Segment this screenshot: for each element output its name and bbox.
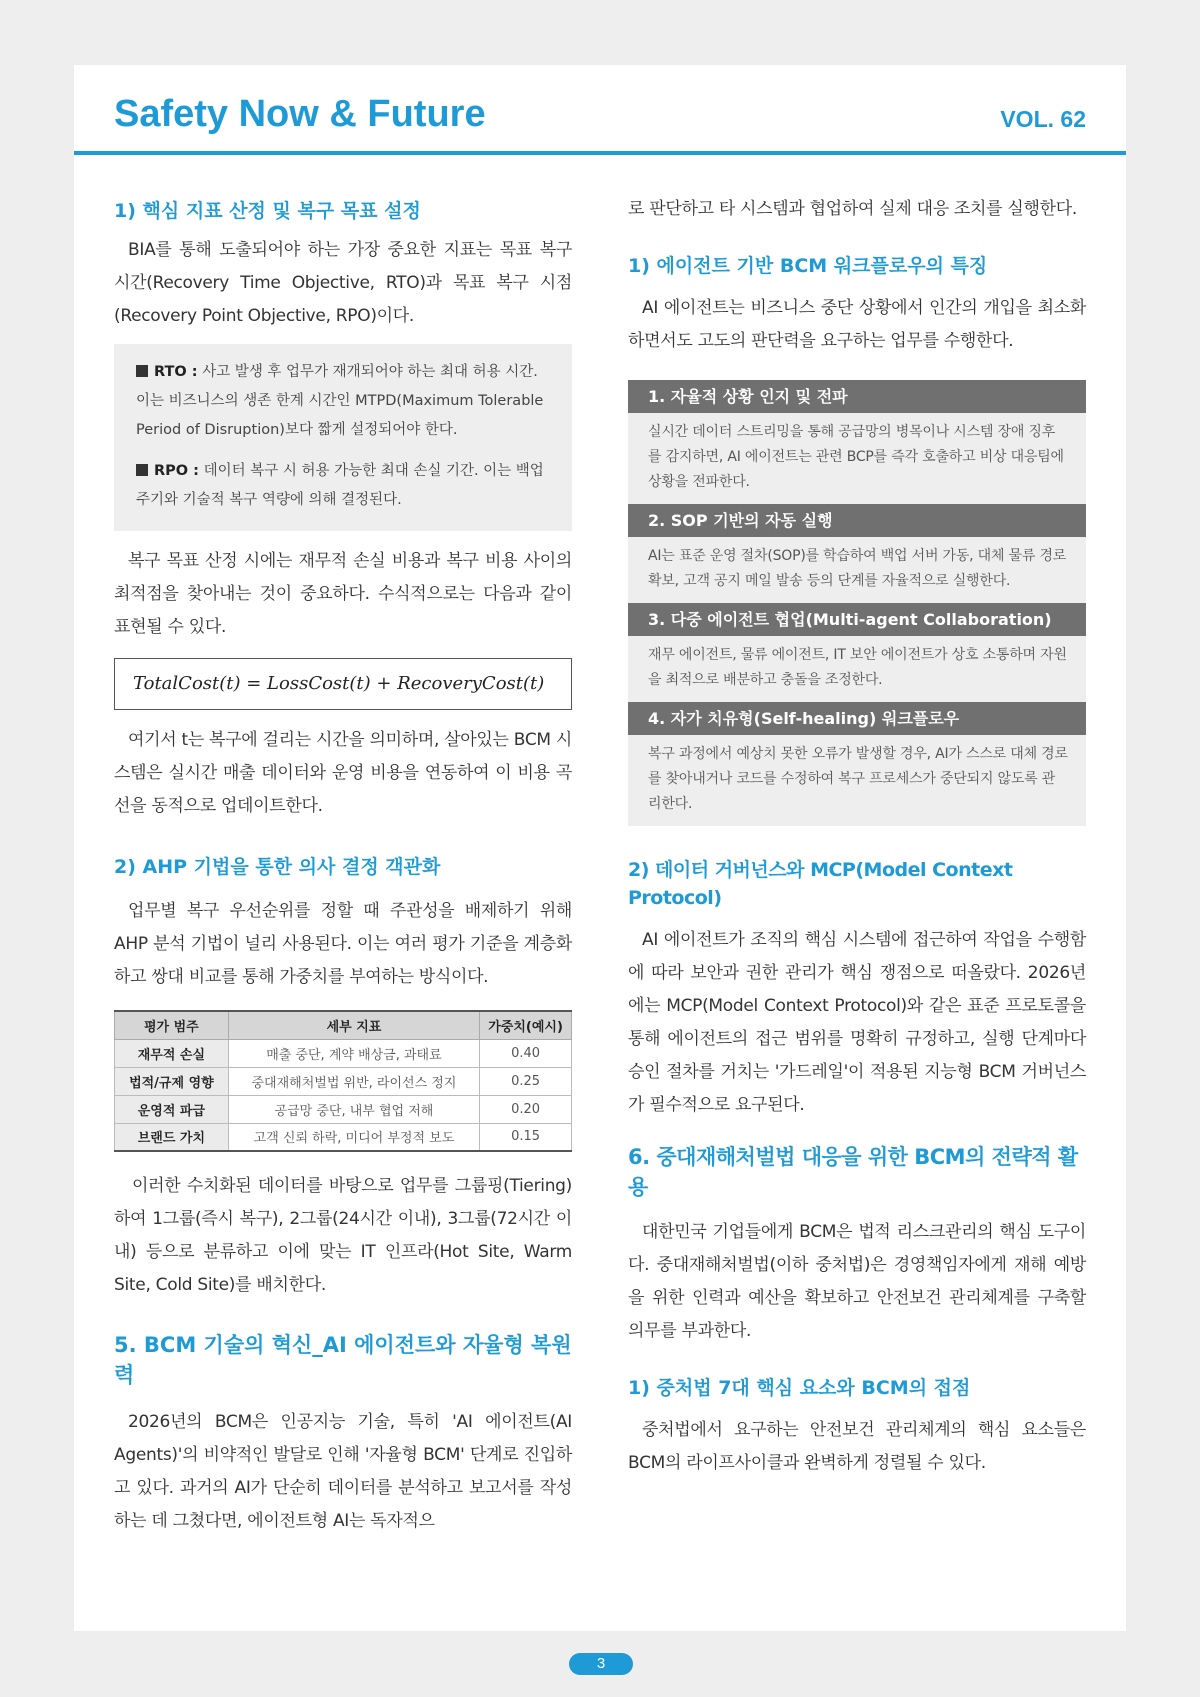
subsection-3-heading: 1) 중처법 7대 핵심 요소와 BCM의 접점 <box>628 1377 971 1399</box>
subsection-1-paragraph: AI 에이전트는 비즈니스 중단 상황에서 인간의 개입을 최소화하면서도 고도의 판단력을 요구하는 업무를 수행한다. <box>628 298 1086 351</box>
table-cell: 0.25 <box>480 1067 572 1095</box>
subsection-2-heading: 2) 데이터 거버넌스와 MCP(Model Context Protocol) <box>628 859 1013 909</box>
table-cell: 브랜드 가치 <box>115 1123 229 1151</box>
left-column <box>114 197 572 1538</box>
section-6-paragraph: 대한민국 기업들에게 BCM은 법적 리스크관리의 핵심 도구이다. 중대재해처벌법(이하 중처법)은 경영책임자에게 재해 예방을 위한 인력과 예산을 확보하고 안전보건 관리체계를 구축할 의무를 부과한다. <box>628 1222 1086 1341</box>
definition-rto <box>136 358 550 445</box>
feature-text: 실시간 데이터 스트리밍을 통해 공급망의 병목이나 시스템 장애 징후를 감지하면, AI 에이전트는 관련 BCP를 즉각 호출하고 비상 대응팀에 상황을 전파한다. <box>648 424 1064 490</box>
table-cell: 0.15 <box>480 1123 572 1151</box>
definition-rpo <box>136 457 550 515</box>
right-column <box>628 197 1086 1480</box>
table-cell: 재무적 손실 <box>115 1039 229 1067</box>
section-2-heading: 2) AHP 기법을 통한 의사 결정 객관화 <box>114 856 441 878</box>
agent-workflow-features <box>628 380 1086 826</box>
subsection-3-paragraph: 중처법에서 요구하는 안전보건 관리체계의 핵심 요소들은 BCM의 라이프사이클과 완벽하게 정렬될 수 있다. <box>628 1420 1086 1473</box>
table-row <box>115 1123 572 1151</box>
table-header-row <box>115 1011 572 1039</box>
section-2-paragraph-2: 이러한 수치화된 데이터를 바탕으로 업무를 그룹핑(Tiering)하여 1그룹(즉시 복구), 2그룹(24시간 이내), 3그룹(72시간 이내) 등으로 분류하고 이에 맞는 IT 인프라(Hot Site, Warm Site, Cold Site)를 배치한다. <box>114 1176 572 1295</box>
feature-text: 재무 에이전트, 물류 에이전트, IT 보안 에이전트가 상호 소통하며 자원을 최적으로 배분하고 충돌을 조정한다. <box>648 647 1067 688</box>
subsection-1-heading: 1) 에이전트 기반 BCM 워크플로우의 특징 <box>628 255 988 277</box>
table-cell: 0.20 <box>480 1095 572 1123</box>
magazine-title: Safety Now & Future <box>114 93 486 135</box>
section-2-paragraph-1: 업무별 복구 우선순위를 정할 때 주관성을 배제하기 위해 AHP 분석 기법이 널리 사용된다. 이는 여러 평가 기준을 계층화하고 쌍대 비교를 통해 가중치를 부여하는 방식이다. <box>114 901 572 987</box>
table-cell: 운영적 파급 <box>115 1095 229 1123</box>
definition-term: RPO : <box>154 463 199 479</box>
definition-text: 사고 발생 후 업무가 재개되어야 하는 최대 허용 시간. 이는 비즈니스의 생존 한계 시간인 MTPD(Maximum Tolerable Period of Disruption)보다 짧게 설정되어야 한다. <box>136 364 544 438</box>
subsection-2-paragraph: AI 에이전트가 조직의 핵심 시스템에 접근하여 작업을 수행함에 따라 보안과 권한 관리가 핵심 쟁점으로 떠올랐다. 2026년에는 MCP(Model Context Protocol)와 같은 표준 프로토콜을 통해 에이전트의 접근 범위를 명확히 규정하고, 실행 단계마다 승인 절차를 거치는 '가드레일'이 적용된 지능형 BCM 거버넌스가 필수적으로 요구된다. <box>628 930 1086 1115</box>
feature-text: 복구 과정에서 예상치 못한 오류가 발생할 경우, AI가 스스로 대체 경로를 찾아내거나 코드를 수정하여 복구 프로세스가 중단되지 않도록 관리한다. <box>648 746 1068 812</box>
table-cell: 0.40 <box>480 1039 572 1067</box>
continued-paragraph: 로 판단하고 타 시스템과 협업하여 실제 대응 조치를 실행한다. <box>628 199 1077 219</box>
table-cell: 중대재해처벌법 위반, 라이선스 정지 <box>228 1067 479 1095</box>
section-1-paragraph-1: BIA를 통해 도출되어야 하는 가장 중요한 지표는 목표 복구 시간(Recovery Time Objective, RTO)과 목표 복구 시점(Recovery Point Objective, RPO)이다. <box>114 240 572 326</box>
feature-title: 4. 자가 치유형(Self-healing) 워크플로우 <box>628 702 1086 735</box>
page-sheet <box>74 65 1126 1631</box>
table-header-cell: 가중치(예시) <box>480 1011 572 1039</box>
definition-text: 데이터 복구 시 허용 가능한 최대 손실 기간. 이는 백업 주기와 기술적 복구 역량에 의해 결정된다. <box>136 463 544 508</box>
section-1-paragraph-2: 복구 목표 산정 시에는 재무적 손실 비용과 복구 비용 사이의 최적점을 찾아내는 것이 중요하다. 수식적으로는 다음과 같이 표현될 수 있다. <box>114 551 572 637</box>
page-number: 3 <box>569 1653 633 1675</box>
definition-term: RTO : <box>154 364 198 380</box>
page-header <box>74 65 1126 155</box>
definition-box <box>114 344 572 531</box>
feature-title: 2. SOP 기반의 자동 실행 <box>628 504 1086 537</box>
square-bullet-icon <box>136 464 148 476</box>
cost-formula: TotalCost(t) = LossCost(t) + RecoveryCost(t) <box>114 658 572 710</box>
table-header-cell: 평가 범주 <box>115 1011 229 1039</box>
table-cell: 공급망 중단, 내부 협업 저해 <box>228 1095 479 1123</box>
ahp-weight-table <box>114 1010 572 1152</box>
table-cell: 고객 신뢰 하락, 미디어 부정적 보도 <box>228 1123 479 1151</box>
table-cell: 법적/규제 영향 <box>115 1067 229 1095</box>
section-5-paragraph-1: 2026년의 BCM은 인공지능 기술, 특히 'AI 에이전트(AI Agents)'의 비약적인 발달로 인해 '자율형 BCM' 단계로 진입하고 있다. 과거의 AI가 단순히 데이터를 분석하고 보고서를 작성하는 데 그쳤다면, 에이전트형 AI는 독자적으 <box>114 1412 572 1531</box>
section-1-heading: 1) 핵심 지표 산정 및 복구 목표 설정 <box>114 200 421 222</box>
feature-text: AI는 표준 운영 절차(SOP)를 학습하여 백업 서버 가동, 대체 물류 경로 확보, 고객 공지 메일 발송 등의 단계를 자율적으로 실행한다. <box>648 548 1067 589</box>
table-header-cell: 세부 지표 <box>228 1011 479 1039</box>
feature-title: 3. 다중 에이전트 협업(Multi-agent Collaboration) <box>628 603 1086 636</box>
volume-number: VOL. 62 <box>1000 106 1086 132</box>
section-5-heading: 5. BCM 기술의 혁신_AI 에이전트와 자율형 복원력 <box>114 1333 572 1387</box>
table-row <box>115 1039 572 1067</box>
table-row <box>115 1067 572 1095</box>
section-6-heading: 6. 중대재해처벌법 대응을 위한 BCM의 전략적 활용 <box>628 1145 1078 1199</box>
feature-title: 1. 자율적 상황 인지 및 전파 <box>628 380 1086 413</box>
square-bullet-icon <box>136 365 148 377</box>
section-1-paragraph-3: 여기서 t는 복구에 걸리는 시간을 의미하며, 살아있는 BCM 시스템은 실시간 매출 데이터와 운영 비용을 연동하여 이 비용 곡선을 동적으로 업데이트한다. <box>114 730 572 816</box>
table-row <box>115 1095 572 1123</box>
table-cell: 매출 중단, 계약 배상금, 과태료 <box>228 1039 479 1067</box>
